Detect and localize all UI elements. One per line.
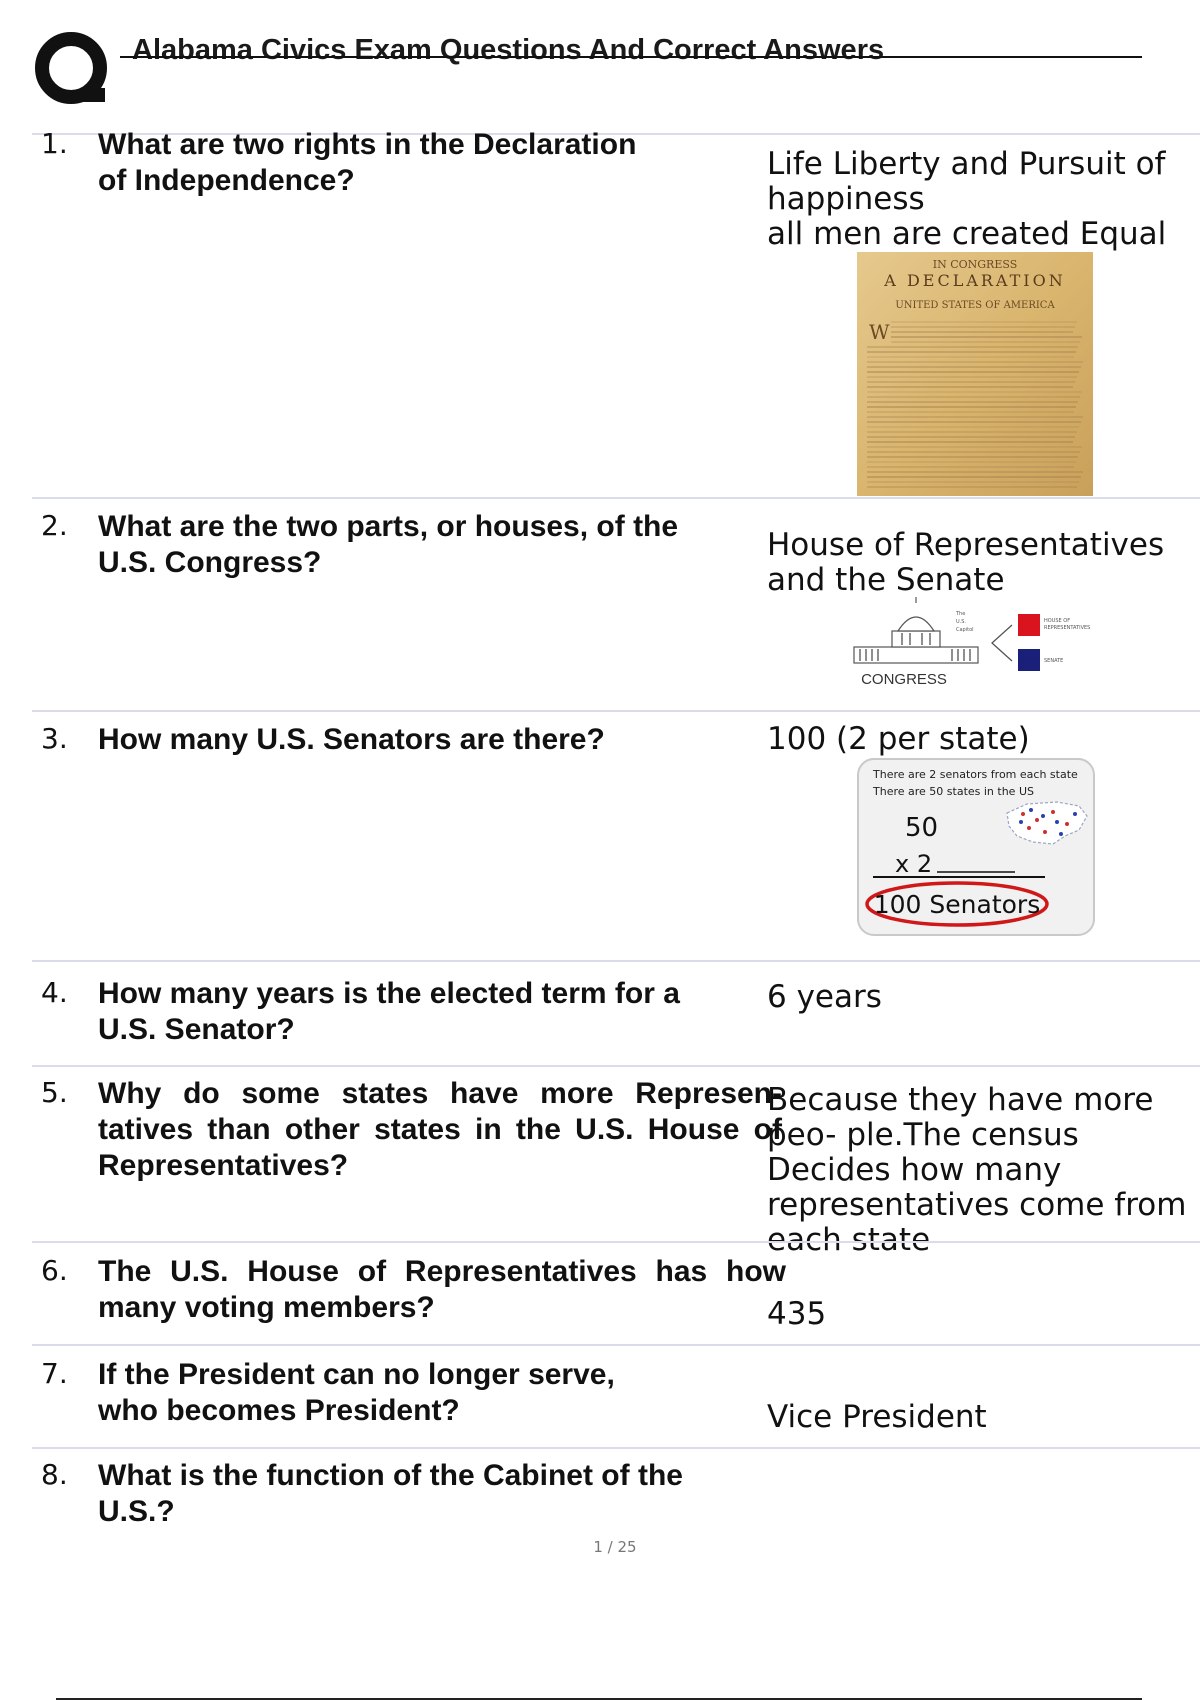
question-row-6 [32,1241,1200,1346]
svg-text:There are 50 states in the US: There are 50 states in the US [873,785,1034,798]
declaration-document-icon [857,252,1093,496]
question-number: 8. [41,1458,68,1491]
question-row-2 [32,497,1200,712]
question-number: 5. [41,1076,68,1109]
question-text: Why do some states have more Represen- tatives than other states in the U.S. House of Representatives? [98,1077,782,1182]
svg-text:HOUSE OF: HOUSE OF [1044,618,1071,624]
congress-caption: CONGRESS [861,671,947,688]
question-number: 7. [41,1357,68,1390]
page-number: 1 / 25 [593,1538,637,1556]
question-text: What are two rights in the Declaration of Independence? [98,128,637,197]
page-title: Alabama Civics Exam Questions And Correct Answers [132,34,885,66]
declaration-line: UNITED STATES OF AMERICA [895,300,1055,311]
title-rule [120,56,1142,58]
svg-text:REPRESENTATIVES: REPRESENTATIVES [1044,625,1091,631]
question-number: 4. [41,976,68,1009]
declaration-line: IN CONGRESS [932,258,1018,271]
question-text: What are the two parts, or houses, of the U.S. Congress? [98,510,679,579]
congress-diagram-icon [852,597,1132,697]
question-text: What is the function of the Cabinet of the U.S.? [98,1459,683,1528]
question-row-4 [32,960,1200,1067]
answer-text: Because they have more peo- ple.The census Decides how many representatives come from each state [767,1082,1187,1258]
question-row-7 [32,1344,1200,1449]
question-text: If the President can no longer serve, who becomes President? [98,1358,615,1427]
question-number: 3. [41,722,68,755]
q-logo-icon [33,30,111,108]
svg-text:There are 2 senators from each: There are 2 senators from each state [873,768,1078,781]
svg-text:The: The [956,611,966,617]
question-number: 2. [41,509,68,542]
answer-text: 6 years [767,979,882,1015]
answer-text: 100 (2 per state) [767,721,1030,757]
answer-text: Life Liberty and Pursuit of happiness all men are created Equal [767,146,1167,252]
question-number: 6. [41,1254,68,1287]
svg-text:x 2: x 2 [895,850,933,878]
question-text: The U.S. House of Representatives has how many voting members? [98,1255,786,1324]
svg-text:100 Senators: 100 Senators [873,890,1041,919]
question-row-8 [32,1447,1200,1529]
declaration-line: A DECLARATION [884,271,1066,290]
answer-text: Vice President [767,1399,987,1435]
declaration-line: W [869,320,890,344]
senators-math-card-icon [857,758,1097,938]
answer-text: 435 [767,1296,827,1332]
question-text: How many U.S. Senators are there? [98,723,605,756]
senate-icon [1018,649,1040,671]
svg-text:U.S.: U.S. [956,619,967,625]
house-of-representatives-icon [1018,614,1040,636]
svg-text:Capitol: Capitol [956,627,974,633]
answer-text: House of Representatives and the Senate [767,527,1165,598]
svg-text:50: 50 [905,813,939,843]
question-row-1 [32,127,1200,499]
question-text: How many years is the elected term for a U.S. Senator? [98,977,680,1046]
question-number: 1. [41,127,68,160]
question-row-5 [32,1065,1200,1258]
svg-text:SENATE: SENATE [1044,658,1064,664]
question-row-3 [32,710,1200,962]
